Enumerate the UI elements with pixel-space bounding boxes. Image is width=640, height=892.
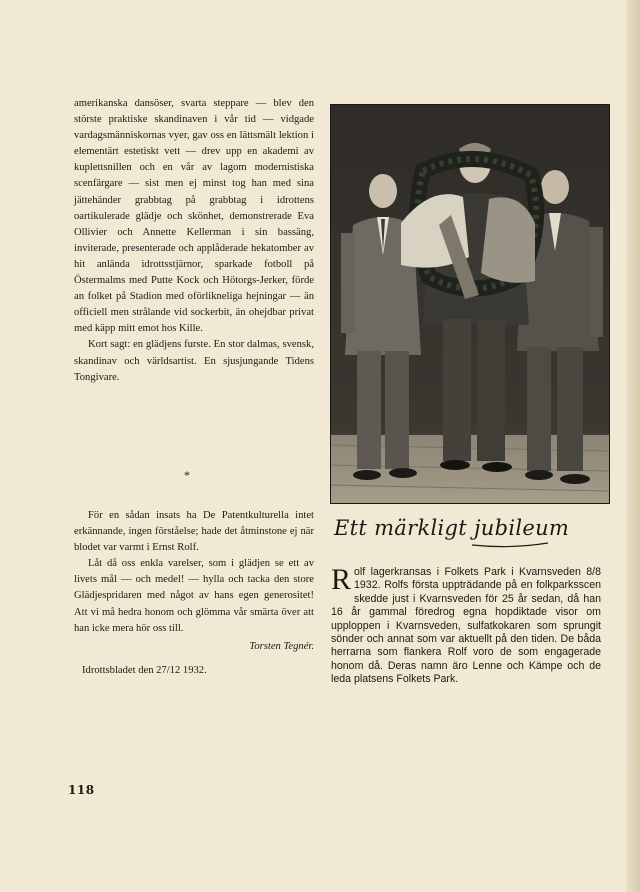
- left-paragraph-2: Kort sagt: en glädjens furste. En stor dalmas, svensk, skandinav och världsartist. En sjusjungande Tidens Tongivare.: [74, 339, 314, 383]
- left-paragraph-1: amerikanska dansöser, svarta steppare — blev den störste praktiske skandinaven i vår tid — vidgade vardagsmänniskornas vyer, gav oss en lättsmält lektion i elementärt estetiskt vett — drev upp en akademi av kuplettsnillen och en vår av lagom modernistiska scenfärgare — sist men ej minst tog han med sina jättehänder grabbtag på grabbtag i idrottens oartikulerade glädje och skönhet, demonstrerade Eva Ollivier och Annette Kellerman i sin bassäng, inviterade, presenterade och applåderade hekatomber av hit anlända idrottsstjärnor, sparkade fotboll på Östermalms med Putte Kock och Hötorgs-Jerker, förde an folket på Stadion med oförlikneliga hejningar — än officiell men strålande vid sockerbit, än ohejdbar privat med käpp mitt emot hos Kille.: [74, 98, 314, 335]
- section-separator: *: [184, 468, 190, 482]
- dropcap: R: [331, 563, 352, 596]
- page-number: 118: [68, 783, 95, 797]
- left-paragraph-3: För en sådan insats ha De Patentkulturella intet erkännande, ingen förståelse; hade det åtminstone ej när blodet var varmt i Ernst Rolf.: [74, 510, 314, 554]
- left-paragraph-4: Låt då oss enkla varelser, som i glädjen se ett av livets mål — och medel! — hylla och tacka den store Glädjespridaren med något av hans egen generositet! Att vi må hedra honom och glömma vår smärta över att han icke mera hör oss till.: [74, 558, 314, 634]
- three-men-photo: [330, 104, 610, 504]
- page-edge: [626, 0, 640, 892]
- left-column-lower: [74, 508, 314, 679]
- source-line: Idrottsbladet den 27/12 1932.: [82, 664, 207, 676]
- right-paragraph: [331, 563, 601, 687]
- left-column: [74, 96, 314, 386]
- article-heading: Ett märkligt jubileum: [334, 516, 570, 540]
- photo-illustration: [331, 105, 609, 503]
- right-paragraph-text: olf lagerkransas i Folkets Park i Kvarnsveden 8/8 1932. Rolfs första uppträdande på en folkparksscen skedde just i Kvarnsveden för 25 år sedan, då han 16 år gammal föredrog egna hopdiktade visor om upploppen i Kvarnsveden, sulfatkokaren som sprungit sönder och annat som var aktuellt på den tiden. De båda herrarna som flankera Rolf voro de som engagerade honom då. Deras namn äro Lenne och Kämpe och de leda platsens Folkets Park.: [331, 566, 601, 686]
- right-column: [331, 563, 601, 687]
- heading-flourish: [470, 540, 550, 550]
- signature: Torsten Tegnér.: [249, 640, 314, 652]
